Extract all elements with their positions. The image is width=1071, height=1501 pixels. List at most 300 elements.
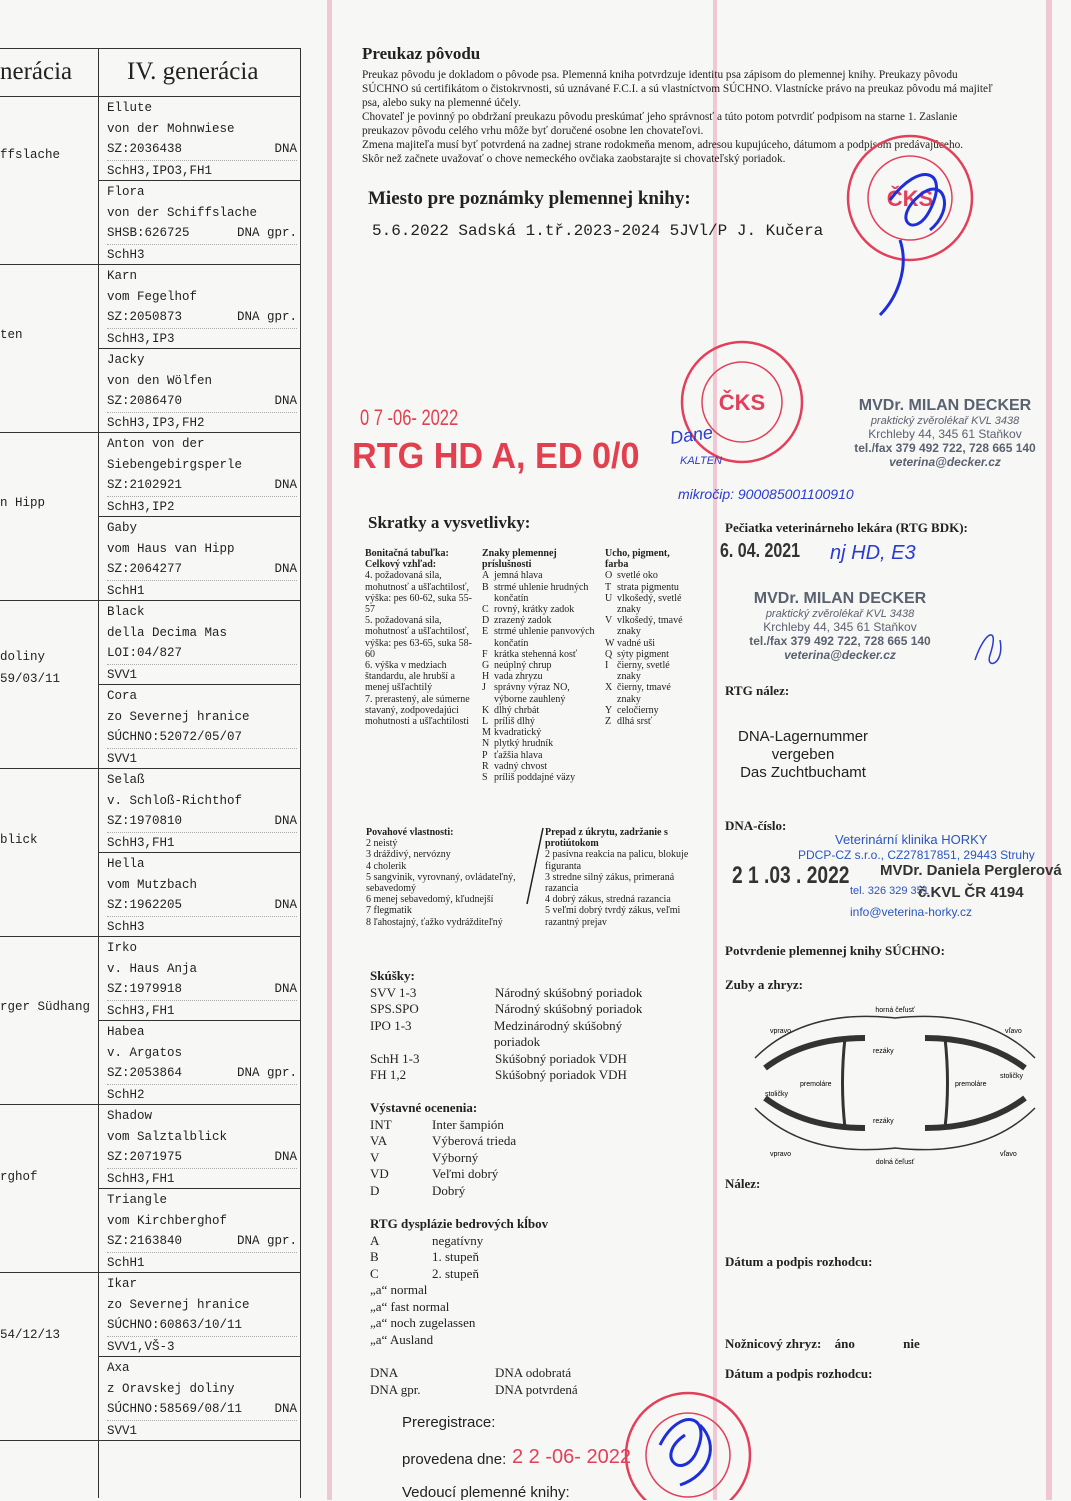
legend-code: I — [605, 660, 609, 672]
dog-reg-number: SÚCHNO:58569/08/11 — [107, 1402, 243, 1417]
legend-item: 6 menej sebavedomý, kľudnejší — [366, 894, 494, 906]
pedigree-entry — [107, 1274, 297, 1357]
row-rule — [0, 1272, 98, 1273]
dog-reg-number: SZ:2086470 — [107, 394, 183, 409]
legend-text: Medzinárodný skúšobný poriadok — [493, 1017, 623, 1049]
book-confirmation-label: Potvrdenie plemennej knihy SÚCHNO: — [725, 943, 945, 958]
teeth-label-premolars: premoláre — [955, 1081, 987, 1088]
legend-text: Výborný — [432, 1149, 479, 1165]
dog-kennel: von der Schiffslache — [107, 205, 258, 220]
legend-text: vlkošedý, svetlé znaky — [617, 592, 682, 616]
dog-registration — [107, 979, 297, 1001]
dog-exams: SVV1 — [107, 1423, 138, 1438]
dog-name: Habea — [107, 1025, 145, 1039]
legend-item: 7 flegmatik — [366, 905, 412, 917]
dog-name: Gaby — [107, 521, 138, 535]
dna-lager-stamp — [738, 728, 868, 782]
legend-code: E — [482, 626, 489, 638]
dog-name: Anton von der — [107, 437, 205, 451]
teeth-label-upper: horná čeľusť — [875, 1007, 915, 1014]
dog-name: Selaß — [107, 773, 145, 787]
legend-item: 5 sangvinik, vyrovnaný, ovládateľný, sebavedomý — [366, 871, 516, 895]
temperament-legend — [366, 827, 526, 928]
legend-code: IPO 1-3 — [370, 1017, 412, 1033]
clinic-company: PDCP-CZ s.r.o., CZ27817851, 29443 Struhy — [798, 848, 1035, 862]
vet-address: Krchleby 44, 345 61 Staňkov — [868, 427, 1022, 441]
dog-name: Axa — [107, 1361, 130, 1375]
dna-number-label: DNA-číslo: — [725, 818, 787, 833]
stamp-cks-text: ČKS — [718, 390, 766, 415]
dog-name: Cora — [107, 689, 138, 703]
dog-name: Ellute — [107, 101, 153, 115]
legend-text: krátka stehenná kosť — [494, 648, 578, 660]
legend-text: jemná hlava — [494, 570, 543, 582]
dog-name: Shadow — [107, 1109, 153, 1123]
legend-item: 4 cholerik — [366, 860, 407, 872]
stamp-cks-text: ČKS — [886, 186, 934, 211]
dog-registration — [107, 223, 297, 245]
dog-kennel: zo Severnej hranice — [107, 709, 250, 724]
legend-text: strmé uhlenie panvových končatín — [494, 626, 595, 649]
dog-reg-number: LOI:04/827 — [107, 646, 183, 661]
teeth-label-molars: stoličky — [1000, 1073, 1023, 1080]
dog-dna: DNA — [274, 814, 297, 829]
legend-item — [370, 1001, 670, 1018]
legend-item: 2 pasívna reakcia na palicu, blokuje figuranta — [545, 849, 689, 872]
row-rule — [98, 516, 301, 517]
legend-text: Dobrý — [432, 1182, 466, 1198]
dog-kennel: vom Kirchberghof — [107, 1213, 228, 1228]
legend-item — [482, 604, 597, 615]
attack-legend — [545, 827, 695, 928]
legend-item — [482, 682, 597, 704]
legend-item: 4 dobrý zákus, stredná razancia — [545, 894, 671, 906]
gen3-fragment: doliny — [0, 650, 46, 664]
legend-item — [370, 1233, 670, 1250]
row-rule — [0, 1104, 98, 1105]
dog-registration — [107, 1063, 297, 1085]
dna-lager-line: DNA-Lagernummer — [738, 728, 869, 745]
dog-registration — [107, 895, 297, 917]
cks-stamp — [675, 335, 810, 470]
legend-item: 7. prerastený, ale súmerne stavaný, zodpovedajúci mohutnosti a ušľachtilosti — [365, 693, 470, 728]
legend-text: strmé uhlenie hrudných končatín — [494, 581, 589, 604]
legend-text: Výberová trieda — [432, 1133, 517, 1148]
table-rule — [0, 96, 300, 97]
dog-registration — [107, 1231, 297, 1253]
doc-title: Preukaz pôvodu — [362, 44, 481, 63]
cks-stamp — [620, 1385, 760, 1500]
legend-code: C — [370, 1265, 379, 1281]
legend-item — [370, 1051, 670, 1068]
teeth-label-right-side: vpravo — [770, 1028, 792, 1035]
row-rule — [98, 936, 301, 937]
dog-registration — [107, 811, 297, 833]
legend-item: „a“ noch zugelassen — [370, 1315, 476, 1330]
hd-section — [370, 1216, 670, 1348]
vet-stamp-label: Pečiatka veterinárneho lekára (RTG BDK): — [725, 520, 968, 535]
dog-kennel: vom Mutzbach — [107, 877, 198, 892]
row-rule — [98, 1272, 301, 1273]
legend-item — [482, 705, 597, 716]
legend-code: K — [482, 704, 490, 716]
row-rule — [98, 852, 301, 853]
gen3-fragment: rghof — [0, 1170, 38, 1184]
judge-sign-label-2: Dátum a podpis rozhodcu: — [725, 1366, 873, 1381]
dog-kennel: zo Severnej hranice — [107, 1297, 250, 1312]
dog-exams: SchH2 — [107, 1087, 145, 1102]
dog-name: Irko — [107, 941, 138, 955]
row-rule — [98, 180, 301, 181]
legend-item: 5 veľmi dobrý tvrdý zákus, veľmi razantný prejav — [545, 905, 681, 928]
vet-address: Krchleby 44, 345 61 Staňkov — [763, 620, 917, 634]
teeth-label-left-side: vľavo — [1000, 1151, 1017, 1158]
dog-exams: SchH3 — [107, 919, 145, 934]
column-heading: Ucho, pigment, farba — [605, 548, 670, 571]
legend-code: Z — [605, 716, 612, 728]
dog-reg-number: SZ:2050873 — [107, 310, 183, 325]
legend-item — [605, 638, 685, 649]
dog-dna: DNA gpr. — [236, 310, 297, 325]
dog-reg-number: SZ:1979918 — [107, 982, 183, 997]
legend-text: rovný, krátky zadok — [494, 604, 575, 616]
legend-item — [370, 1166, 670, 1183]
legend-text: celočierny — [617, 704, 659, 716]
dna-vet-number: č.KVL ČR 4194 — [918, 884, 1024, 901]
pedigree-entry — [107, 1358, 297, 1441]
legend-code: M — [482, 727, 491, 739]
gen3-header: nerácia — [0, 58, 73, 85]
legend-text: príliš poddajné väzy — [494, 772, 576, 784]
column-divider — [300, 48, 301, 1498]
gen3-fragment: ten — [0, 328, 23, 342]
legend-code: S — [482, 772, 488, 784]
vet-stamp — [720, 590, 960, 662]
legend-text: Inter šampión — [432, 1116, 504, 1132]
legend-item: „a“ normal — [370, 1282, 428, 1297]
legend-code: B — [370, 1249, 379, 1264]
legend-code: F — [482, 648, 488, 660]
dog-registration — [107, 139, 297, 161]
dog-reg-number: SZ:2163840 — [107, 1234, 183, 1249]
dog-exams: SchH3,FH1 — [107, 1171, 175, 1186]
legend-code: C — [482, 604, 489, 616]
legend-item — [482, 761, 597, 772]
legend-text: svetlé oko — [617, 570, 658, 582]
legend-item — [605, 716, 685, 727]
legend-item — [605, 682, 685, 704]
legend-text: Skúšobný poriadok VDH — [495, 1050, 627, 1066]
dog-registration — [107, 643, 297, 665]
judge-sign-label: Dátum a podpis rozhodcu: — [725, 1254, 873, 1269]
dog-kennel: v. Schloß-Richthof — [107, 793, 243, 808]
row-rule — [0, 936, 98, 937]
dog-dna: DNA — [274, 1150, 297, 1165]
legend-code: SPS.SPO — [370, 1001, 419, 1016]
dog-exams: SchH3,IP3,FH2 — [107, 415, 205, 430]
document-page — [320, 0, 1071, 1500]
breed-traits-column — [482, 548, 597, 783]
pedigree-entry — [107, 266, 297, 349]
dog-exams: SVV1 — [107, 751, 138, 766]
legend-code: SVV 1-3 — [370, 984, 417, 1000]
dog-kennel: vom Haus van Hipp — [107, 541, 235, 556]
dog-kennel: vom Salztalblick — [107, 1129, 228, 1144]
legend-code: Q — [605, 648, 613, 660]
teeth-diagram — [745, 998, 1045, 1168]
dog-reg-number: SZ:2036438 — [107, 142, 183, 157]
legend-code: L — [482, 716, 489, 728]
dog-reg-number: SÚCHNO:60863/10/11 — [107, 1318, 243, 1333]
dog-exams: SchH3,IPO3,FH1 — [107, 163, 213, 178]
legend-item — [605, 705, 685, 716]
pedigree-entry — [107, 938, 297, 1021]
reregistration-done-label: provedena dne: — [402, 1451, 507, 1468]
legend-text: Národný skúšobný poriadok — [495, 984, 643, 1000]
column-divider — [98, 48, 99, 1498]
pedigree-entry — [107, 1190, 297, 1273]
dog-reg-number: SZ:1970810 — [107, 814, 183, 829]
intro-paragraph: Skôr než začnete uvažovať o chove nemeckého ovčiaka zaobstarajte si chovateľský poriadok. — [362, 153, 786, 165]
legend-text: Veľmi dobrý — [432, 1166, 499, 1181]
legend-item — [370, 1117, 670, 1134]
legend-code: X — [605, 682, 613, 694]
legend-text: vada zhryzu — [494, 671, 543, 683]
dog-dna: DNA — [274, 562, 297, 577]
legend-item — [482, 750, 597, 761]
vet-email: veterina@decker.cz — [889, 455, 1001, 469]
vet-phone: tel./fax 379 492 722, 728 665 140 — [854, 441, 1036, 455]
legend-text: vlkošedý, tmavé znaky — [617, 615, 683, 638]
legend-code: H — [482, 671, 490, 683]
legend-item — [370, 1133, 670, 1150]
legend-code: N — [482, 738, 490, 750]
legend-text: plytký hrudník — [494, 738, 554, 750]
row-rule — [98, 1020, 301, 1021]
dog-name: Hella — [107, 857, 145, 871]
notes-entry: 5.6.2022 Sadská 1.tř.2023-2024 5JVl/P J. Kučera — [372, 222, 824, 240]
dog-registration — [107, 307, 297, 329]
row-rule — [0, 1440, 98, 1441]
legend-item — [370, 1365, 670, 1382]
teeth-label-incisors: rezáky — [873, 1118, 894, 1125]
legend-item — [370, 1266, 670, 1283]
legend-item — [605, 570, 685, 581]
legend-item — [370, 985, 670, 1002]
reregistration-label: Preregistrace: — [402, 1414, 496, 1431]
legend-heading: Povahové vlastnosti: — [366, 827, 454, 838]
legend-text: čierny, tmavé znaky — [617, 682, 671, 705]
legend-item: „a“ fast normal — [370, 1298, 450, 1314]
legend-text: Národný skúšobný poriadok — [495, 1001, 643, 1016]
teeth-label-incisors: rezáky — [873, 1048, 894, 1055]
legend-text: DNA odobratá — [495, 1365, 572, 1380]
dog-dna: DNA gpr. — [236, 1066, 297, 1081]
dna-vet-name: MVDr. Daniela Perglerová — [880, 862, 1062, 879]
shows-section — [370, 1100, 670, 1199]
legend-item — [370, 1249, 670, 1266]
legend-item — [482, 671, 597, 682]
dog-exams: SVV1 — [107, 667, 138, 682]
dog-dna: DNA gpr. — [236, 1234, 297, 1249]
gen3-fragment: ffslache — [0, 148, 61, 162]
dog-name: Karn — [107, 269, 138, 283]
legend-text: príliš dlhý — [494, 716, 535, 728]
notes-title: Miesto pre poznámky plemennej knihy: — [368, 188, 691, 209]
legend-item — [482, 649, 597, 660]
dog-reg-number: SZ:1962205 — [107, 898, 183, 913]
finding-label: Nález: — [725, 1176, 761, 1191]
legend-text: strata pigmentu — [617, 581, 679, 593]
legend-item — [370, 1018, 670, 1051]
table-rule — [0, 48, 300, 49]
legend-item: 3 stredne silný zákus, primeraná razancia — [545, 871, 675, 895]
legend-code: D — [370, 1182, 380, 1198]
exams-section — [370, 968, 670, 1084]
gen3-fragment: 54/12/13 — [0, 1328, 61, 1342]
legend-code: VA — [370, 1133, 388, 1148]
legend-item: 3 dráždivý, nervózny — [366, 849, 451, 861]
vet-phone: tel./fax 379 492 722, 728 665 140 — [749, 634, 931, 648]
dog-kennel: von der Mohnwiese — [107, 121, 235, 136]
pedigree-entry — [107, 1106, 297, 1189]
legend-text: vadný chvost — [494, 760, 548, 772]
gen3-fragment: blick — [0, 833, 38, 847]
pedigree-entry — [107, 1022, 297, 1105]
vet-name: MVDr. MILAN DECKER — [858, 397, 1032, 414]
clinic-name: Veterinární klinika HORKY — [835, 832, 988, 847]
legend-item — [370, 1183, 670, 1200]
legend-code: R — [482, 760, 489, 772]
handwritten-hd: nj HD, E3 — [830, 542, 916, 564]
signature-icon — [970, 620, 1010, 680]
legend-text: správny výraz NO, výborne zauhlený — [494, 682, 570, 705]
row-rule — [98, 348, 301, 349]
vet-stamp-date: 6. 04. 2021 — [720, 540, 801, 562]
vet-stamp — [825, 397, 1065, 469]
pedigree-entry — [107, 518, 297, 601]
legend-code: B — [482, 581, 489, 593]
legend-code: P — [482, 749, 488, 761]
legend-code: DNA gpr. — [370, 1381, 421, 1397]
legend-code: A — [370, 1232, 380, 1248]
shows-heading: Výstavné ocenenia: — [370, 1100, 478, 1115]
dog-reg-number: SZ:2053864 — [107, 1066, 183, 1081]
pedigree-entry — [107, 602, 297, 685]
dog-exams: SchH3 — [107, 247, 145, 262]
legend-item — [482, 727, 597, 738]
dog-registration — [107, 391, 297, 413]
dog-exams: SchH3,FH1 — [107, 1003, 175, 1018]
row-rule — [98, 600, 301, 601]
dog-registration — [107, 1399, 297, 1421]
legend-item — [605, 615, 685, 637]
row-rule — [98, 768, 301, 769]
legend-code: T — [605, 581, 612, 593]
legend-code: FH 1,2 — [370, 1067, 407, 1082]
dog-registration — [107, 559, 297, 581]
dog-kennel: z Oravskej doliny — [107, 1381, 235, 1396]
dog-kennel: v. Haus Anja — [107, 961, 198, 976]
dog-reg-number: SZ:2102921 — [107, 478, 183, 493]
dog-dna: DNA gpr. — [236, 226, 297, 241]
legend-item — [482, 738, 597, 749]
clinic-phone: tel. 326 329 351 — [850, 885, 929, 897]
legend-item: 6. výška v medziach štandardu, ale hrubší a menej ušľachtilý — [365, 660, 455, 694]
dog-name: Black — [107, 605, 145, 619]
pedigree-entry — [107, 182, 297, 265]
legend-item: 4. požadovaná sila, mohutnosť a ušľachtilosť, výška: pes 60-62, suka 55-57 — [365, 570, 472, 616]
row-rule — [0, 432, 98, 433]
legend-item: 2 neistý — [366, 838, 398, 850]
dog-name: Jacky — [107, 353, 145, 367]
dog-registration — [107, 1147, 297, 1169]
reregistration-date: 2 2 -06- 2022 — [512, 1446, 631, 1468]
dog-kennel: vom Fegelhof — [107, 289, 198, 304]
legend-text: Skúšobný poriadok VDH — [495, 1067, 627, 1082]
rtg-finding-label: RTG nález: — [725, 683, 790, 698]
legend-code: U — [605, 592, 613, 604]
handwritten-note: KALTEN — [680, 455, 722, 467]
ear-pigment-column — [605, 548, 685, 727]
row-rule — [98, 1356, 301, 1357]
pedigree-entry — [107, 350, 297, 433]
scissor-no: nie — [903, 1336, 920, 1351]
dog-name: Ikar — [107, 1277, 138, 1291]
legend-item — [482, 582, 597, 604]
dog-exams: SchH3,FH1 — [107, 835, 175, 850]
pedigree-entry — [107, 854, 297, 937]
legend-item — [605, 660, 685, 682]
legend-item — [370, 1150, 670, 1167]
abbreviations-title: Skratky a vysvetlivky: — [368, 513, 531, 532]
teeth-label-lower: dolná čeľusť — [875, 1159, 915, 1166]
legend-text: 2. stupeň — [432, 1265, 479, 1281]
divider-slash — [525, 826, 545, 906]
hd-heading: RTG dysplázie bedrových kĺbov — [370, 1216, 549, 1231]
teeth-label-right-side: vpravo — [770, 1151, 792, 1158]
exams-heading: Skúšky: — [370, 968, 415, 983]
legend-code: A — [482, 570, 490, 582]
signature-icon — [860, 150, 980, 320]
legend-code: SchH 1-3 — [370, 1050, 420, 1066]
head-book-label: Vedoucí plemenné knihy: — [402, 1484, 570, 1501]
dog-kennel: v. Argatos — [107, 1045, 183, 1060]
dog-dna: DNA — [274, 982, 297, 997]
legend-item — [482, 660, 597, 671]
legend-code: V — [370, 1149, 380, 1165]
microchip-note: mikročip: 900085001100910 — [678, 486, 854, 502]
dog-reg-number: SZ:2064277 — [107, 562, 183, 577]
dna-lager-line: Das Zuchtbuchamt — [740, 764, 866, 781]
column-heading: Bonitačná tabuľka: Celkový vzhľad: — [365, 548, 449, 571]
dog-reg-number: SÚCHNO:52072/05/07 — [107, 730, 243, 745]
rtg-date-stamp: 0 7 -06- 2022 — [360, 405, 459, 430]
teeth-label-premolars: premoláre — [800, 1081, 832, 1088]
legend-code: W — [605, 637, 615, 649]
dna-lager-line: vergeben — [771, 746, 835, 763]
legend-item — [482, 626, 597, 648]
row-rule — [98, 1104, 301, 1105]
clinic-email: info@veterina-horky.cz — [850, 905, 973, 919]
dog-exams: SVV1,VŠ-3 — [107, 1339, 175, 1354]
dog-dna: DNA — [274, 478, 297, 493]
legend-item: „a“ Ausland — [370, 1331, 434, 1347]
legend-heading: Prepad z úkrytu, zadržanie s protiútokom — [545, 827, 668, 850]
legend-item — [482, 716, 597, 727]
dog-exams: SchH1 — [107, 1255, 145, 1270]
row-rule — [98, 1188, 301, 1189]
